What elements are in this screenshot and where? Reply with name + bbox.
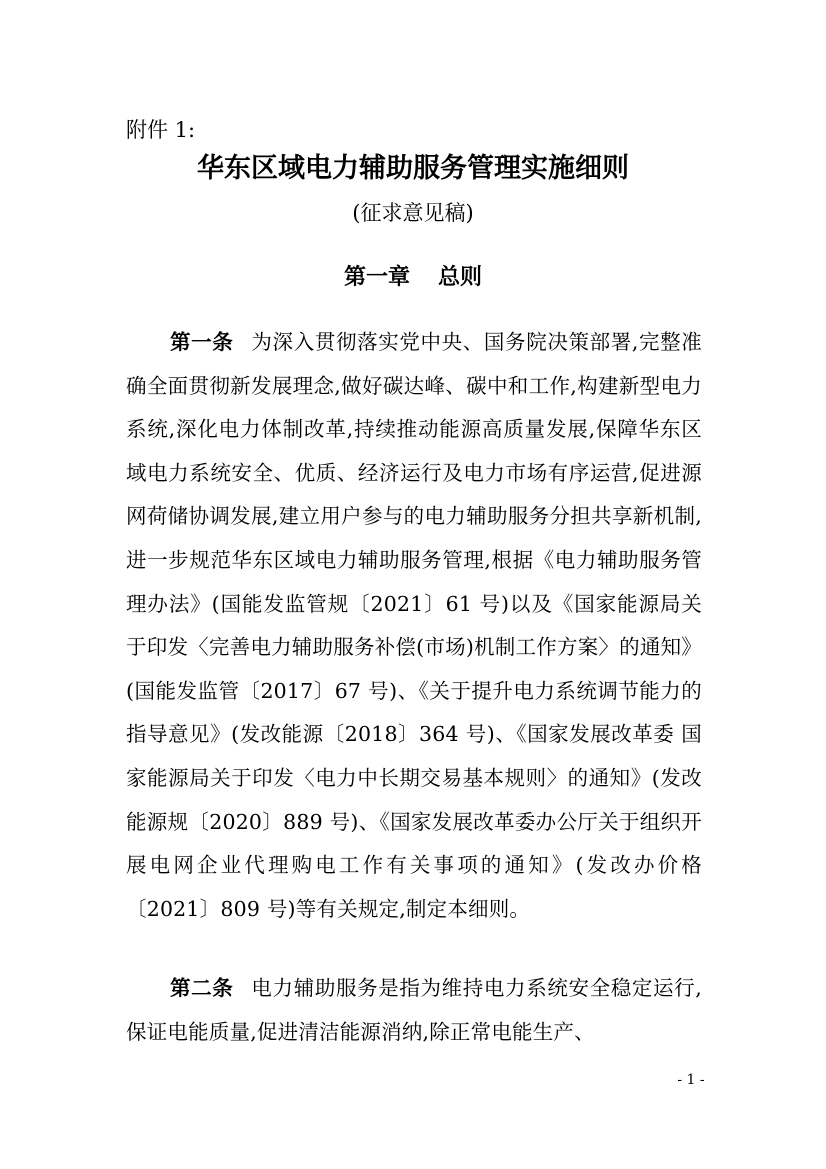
article-2-label: 第二条 [170, 976, 234, 1000]
document-subtitle: (征求意见稿) [352, 201, 474, 225]
document-title: 华东区域电力辅助服务管理实施细则 [197, 153, 629, 184]
article-1 [126, 321, 702, 975]
article-2-text: 电力辅助服务是指为维持电力系统安全稳定运行,保证电能质量,促进清洁能源消纳,除正常电能生产、 [126, 976, 702, 1044]
chapter-heading [0, 260, 826, 296]
article-1-text: 为深入贯彻落实党中央、国务院决策部署,完整准确全面贯彻新发展理念,做好碳达峰、碳中和工作,构建新型电力系统,深化电力体制改革,持续推动能源高质量发展,保障华东区域电力系统安全、优质、经济运行及电力市场有序运营,促进源网荷储协调发展,建立用户参与的电力辅助服务分担共享新机制,进一步规范华东区域电力辅助服务管理,根据《电力辅助服务管理办法》(国能发监管规〔2021〕61 号)以及《国家能源局关于印发〈完善电力辅助服务补偿(市场)机制工作方案〉的通知》(国能发监管〔2017〕67 号)、《关于提升电力系统调节能力的指导意见》(发改能源〔2018〕364 号)、《国家发展改革委 国家能源局关于印发〈电力中长期交易基本规则〉的通知》(发改能源规〔2020〕889 号)、《国家发展改革委办公厅关于组织开展电网企业代理购电工作有关事项的通知》(发改办价格〔2021〕809 号)等有关规定,制定本细则。 [126, 330, 702, 921]
attachment-label: 附件 1: [126, 118, 196, 142]
article-1-label: 第一条 [170, 330, 234, 354]
chapter-name: 总则 [438, 265, 483, 290]
chapter-number: 第一章 [343, 265, 410, 290]
article-2 [126, 967, 702, 1055]
page-number: - 1 - [677, 1072, 705, 1088]
